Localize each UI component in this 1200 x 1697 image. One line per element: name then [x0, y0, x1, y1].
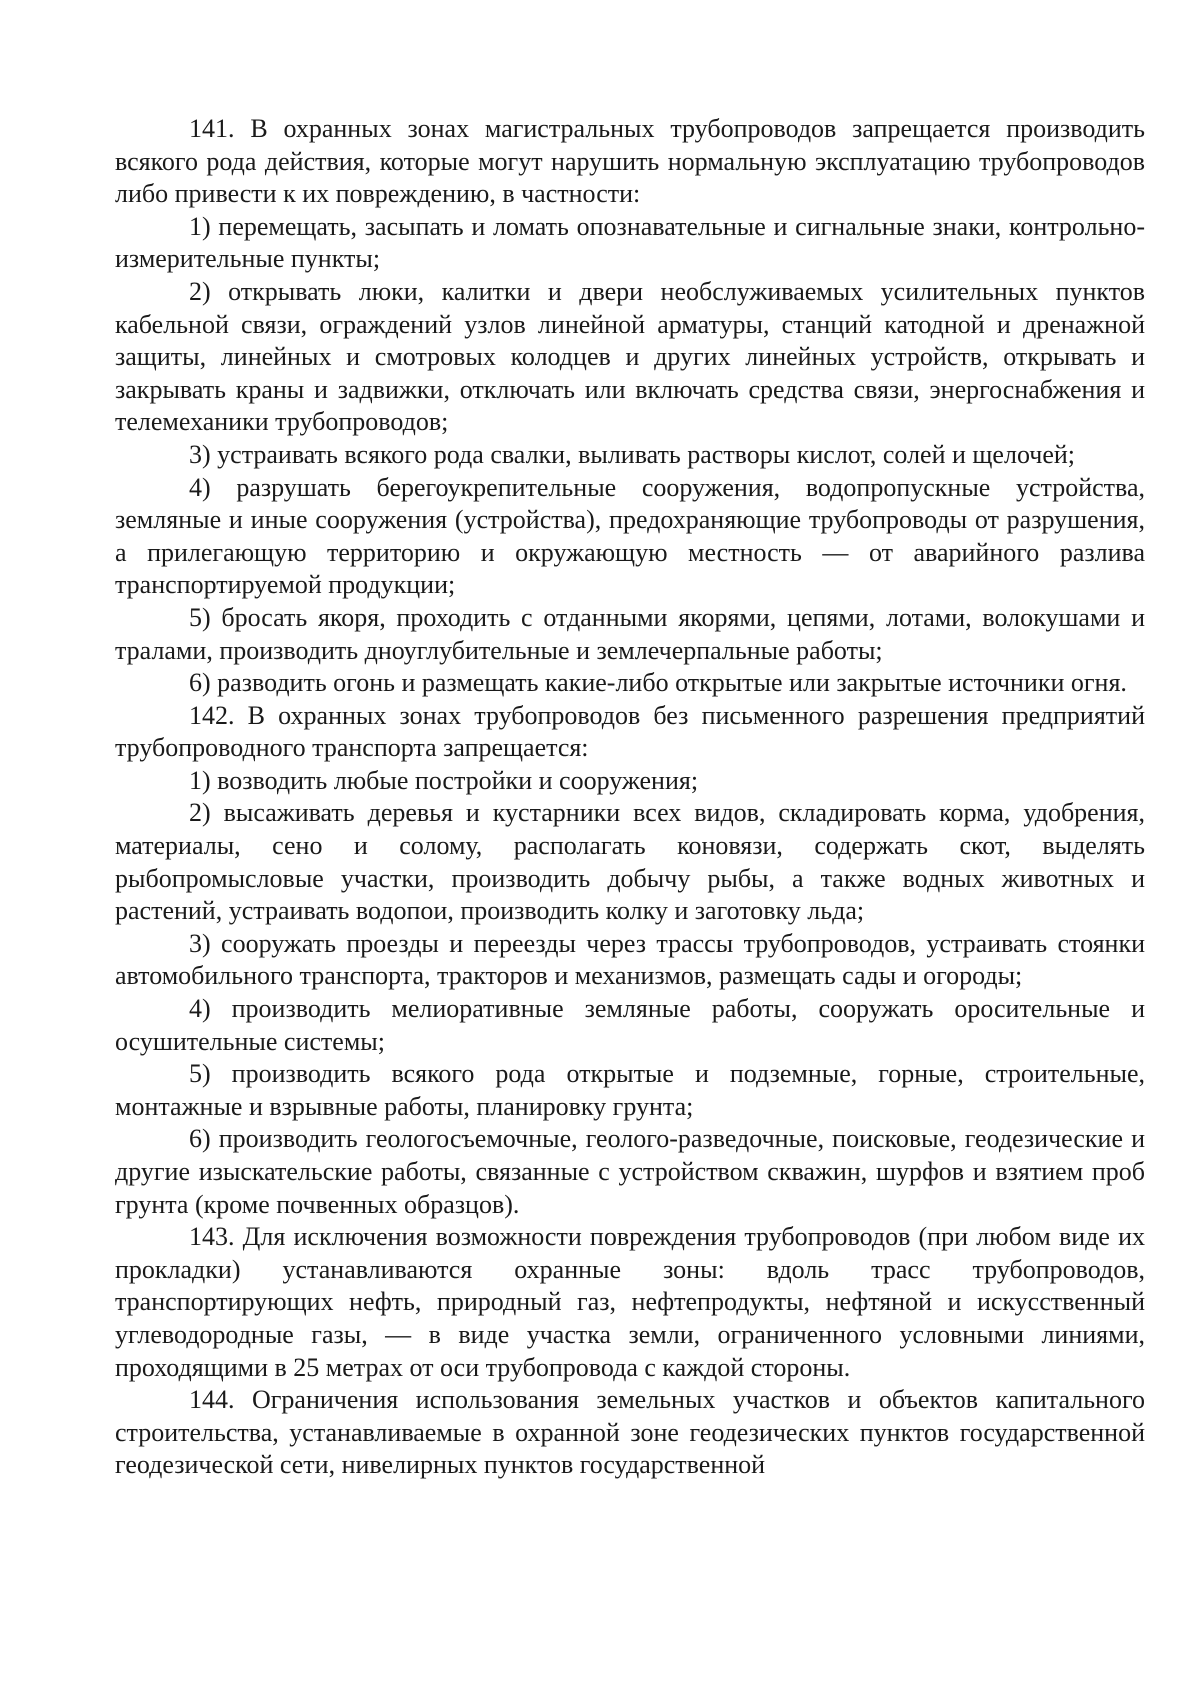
paragraph-141: 141. В охранных зонах магистральных трубопроводов запрещается производить всякого рода действия, которые могут нарушить нормальную эксплуатацию трубопроводов либо привести к их повреждению, в частности: [115, 114, 1145, 209]
paragraph-141-item-4: 4) разрушать берегоукрепительные сооружения, водопропускные устройства, земляные и иные сооружения (устройства), предохраняющие трубопроводы от разрушения, а прилегающую территорию и окружающую местность — от аварийного разлива транспортируемой продукции; [115, 472, 1145, 600]
paragraph-142-item-6: 6) производить геологосъемочные, геолого-разведочные, поисковые, геодезические и другие изыскательские работы, связанные с устройством скважин, шурфов и взятием проб грунта (кроме почвенных образцов). [115, 1124, 1145, 1219]
paragraph-141-item-6: 6) разводить огонь и размещать какие-либо открытые или закрытые источники огня. [189, 668, 1127, 698]
paragraph-142-item-1: 1) возводить любые постройки и сооружения; [189, 765, 699, 795]
paragraph-141-item-2: 2) открывать люки, калитки и двери необслуживаемых усилительных пунктов кабельной связи, ограждений узлов линейной арматуры, станций катодной и дренажной защиты, линейных и смотровых колодцев и других линейных устройств, открывать и закрывать краны и задвижки, отключать или включать средства связи, энергоснабжения и телемеханики трубопроводов; [115, 276, 1145, 437]
paragraph-143: 143. Для исключения возможности повреждения трубопроводов (при любом виде их прокладки) устанавливаются охранные зоны: вдоль трасс трубопроводов, транспортирующих нефть, природный газ, нефтепродукты, нефтяной и искусственный углеводородные газы, — в виде участка земли, ограниченного условными линиями, проходящими в 25 метрах от оси трубопровода с каждой стороны. [115, 1222, 1145, 1382]
paragraph-142: 142. В охранных зонах трубопроводов без письменного разрешения предприятий трубопроводного транспорта запрещается: [115, 700, 1145, 763]
document-body [115, 113, 1145, 1482]
paragraph-141-item-5: 5) бросать якоря, проходить с отданными якорями, цепями, лотами, волокушами и тралами, производить дноуглубительные и землечерпальные работы; [115, 602, 1145, 665]
paragraph-141-item-3: 3) устраивать всякого рода свалки, выливать растворы кислот, солей и щелочей; [189, 439, 1076, 469]
paragraph-142-item-3: 3) сооружать проезды и переезды через трассы трубопроводов, устраивать стоянки автомобильного транспорта, тракторов и механизмов, размещать сады и огороды; [115, 928, 1145, 991]
paragraph-141-item-1: 1) перемещать, засыпать и ломать опознавательные и сигнальные знаки, контрольно-измерительные пункты; [115, 211, 1145, 274]
paragraph-142-item-4: 4) производить мелиоративные земляные работы, сооружать оросительные и осушительные системы; [115, 994, 1145, 1056]
paragraph-144: 144. Ограничения использования земельных участков и объектов капитального строительства, устанавливаемые в охранной зоне геодезических пунктов государственной геодезической сети, нивелирных пунктов государственной [115, 1385, 1145, 1480]
paragraph-142-item-2: 2) высаживать деревья и кустарники всех видов, складировать корма, удобрения, материалы, сено и солому, располагать коновязи, содержать скот, выделять рыбопромысловые участки, производить добычу рыбы, а также водных животных и растений, устраивать водопои, производить колку и заготовку льда; [115, 798, 1145, 926]
paragraph-142-item-5: 5) производить всякого рода открытые и подземные, горные, строительные, монтажные и взрывные работы, планировку грунта; [115, 1059, 1145, 1121]
